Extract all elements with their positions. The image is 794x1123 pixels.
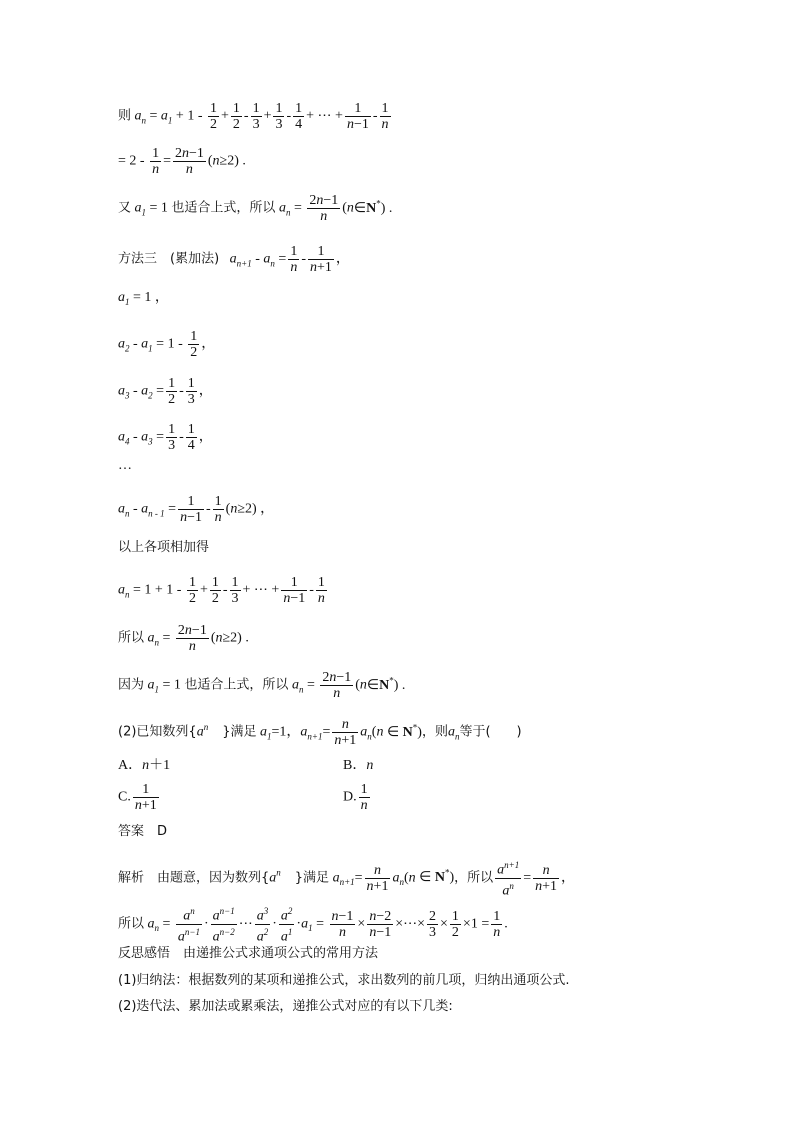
analysis-line-1: 解析 由题意，因为数列{$a^n$ }满足 $a_{n+1}=$ $\frac{n}{n+1}$ $a_n(n$ ∈ N*)，所以 $\frac{a^{n+1}}{a^n}$ = $\frac{n}{n+1}$ ， — [118, 860, 576, 899]
q2-satisfies: }满足 — [222, 724, 257, 740]
option-d[interactable]: D. $\frac{1}{n}$ — [343, 782, 368, 813]
text-suoyi-2: 所以 — [118, 916, 145, 932]
summary-item-1 — [118, 973, 570, 989]
summary-title-text: 反思感悟 由递推公式求通项公式的常用方法 — [118, 946, 379, 961]
option-b[interactable]: B．n — [343, 758, 374, 773]
summary-item-2-text: (2)迭代法、累加法或累乘法，递推公式对应的有以下几类: — [118, 999, 453, 1014]
conclusion-line-1: 所以 $a_n$ = $\frac{2n-1}{n}$ (n≥2) . — [118, 623, 249, 654]
option-c[interactable]: C. $\frac{1}{n+1}$ — [118, 782, 157, 813]
derivation-line-3: 又 $a_1 = 1$ 也适合上式，所以 $a_n$ = $\frac{2n-1}{n}$ (n∈N*) . — [118, 193, 393, 224]
summary-item-1-text: (1)归纳法：根据数列的某项和递推公式，求出数列的前几项，归纳出通项公式. — [118, 973, 570, 988]
analysis-so: ，所以 — [454, 870, 494, 886]
summary-item-2 — [118, 999, 453, 1015]
question-2: (2)已知数列{$a^n$ }满足 $a_1=1$，$a_{n+1}=$ $\frac{n}{n+1}$ $a_n(n$ ∈ N*)，则$a_n$等于( ) — [118, 717, 522, 748]
q2-then: ，则 — [421, 724, 448, 740]
method3-line: 方法三 (累加法) $a_{n+1} - a_n$ = $\frac{1}{n}$ - $\frac{1}{n+1}$ ， — [118, 244, 350, 275]
sum-line-a3: $a_3 - a_2$ = $\frac{1}{2}$ - $\frac{1}{3}$ ， — [118, 376, 213, 407]
answer-label: 答案 D — [118, 824, 168, 839]
sum-result-line: $a_n = 1 + 1$ - $\frac{1}{2}$ + $\frac{1}{2}$ - $\frac{1}{3}$ + ⋯ + $\frac{1}{n-1}$ - $\frac{1}{n}$ — [118, 575, 325, 606]
sum-line-a4: $a_4 - a_3$ = $\frac{1}{3}$ - $\frac{1}{4}$ ， — [118, 422, 213, 453]
sum-intro — [118, 540, 209, 556]
text-ze: 则 — [118, 108, 132, 124]
sum-line-a2: $a_2 - a_1 = 1$ - $\frac{1}{2}$ ， — [118, 329, 216, 360]
derivation-line-1: 则 $a_n = a_1 + 1$ - $\frac{1}{2}$ + $\frac{1}{2}$ - $\frac{1}{3}$ + $\frac{1}{3}$ - $\frac{1}{4}$ + ⋯ + $\frac{1}{n-1}$ - $\frac{1}{n}$ — [118, 101, 389, 132]
text-yinwei: 因为 — [118, 677, 145, 693]
q2-equals: 等于( ) — [459, 724, 522, 740]
method3-label: 方法三 (累加法) — [118, 251, 220, 267]
ellipsis-line: … — [118, 458, 132, 473]
option-a[interactable]: A．n＋1 — [118, 758, 171, 773]
answer-line — [118, 824, 167, 840]
analysis-satisfies: }满足 — [294, 870, 330, 886]
analysis-prefix: 解析 由题意，因为数列{ — [118, 870, 270, 886]
summary-title — [118, 946, 378, 962]
text-also-fits-2: 也适合上式，所以 — [184, 677, 289, 693]
analysis-line-2: 所以 $a_n$ = $\frac{a^n}{a^{n-1}}$ · $\frac{a^{n-1}}{a^{n-2}}$ ⋯ $\frac{a^3}{a^2}$ · $\frac{a^2}{a^1}$ $\cdot a_1$ = $\frac{n-1}{n}$ × $\frac{n-2}{n-1}$ ×⋯× $\frac{2}{3}$ × $\frac{1}{2}$ ×1 = $\frac{1}{n}$ . — [118, 906, 508, 945]
sum-line-an: $a_n - a_{n - 1}$ = $\frac{1}{n-1}$ - $\frac{1}{n}$ (n≥2) ， — [118, 494, 275, 525]
text-also-fits: 也适合上式，所以 — [171, 200, 276, 216]
text-add-all: 以上各项相加得 — [118, 540, 210, 555]
derivation-line-2: = 2 - $\frac{1}{n}$ = $\frac{2n-1}{n}$ (n≥2) . — [118, 146, 246, 177]
conclusion-line-2: 因为 $a_1 = 1$ 也适合上式，所以 $a_n$ = $\frac{2n-1}{n}$ (n∈N*) . — [118, 670, 406, 701]
text-you: 又 — [118, 200, 132, 216]
text-suoyi: 所以 — [118, 630, 145, 646]
sum-line-a1: $a_1 = 1$ ， — [118, 290, 169, 307]
q2-prefix: (2)已知数列{ — [118, 724, 197, 740]
